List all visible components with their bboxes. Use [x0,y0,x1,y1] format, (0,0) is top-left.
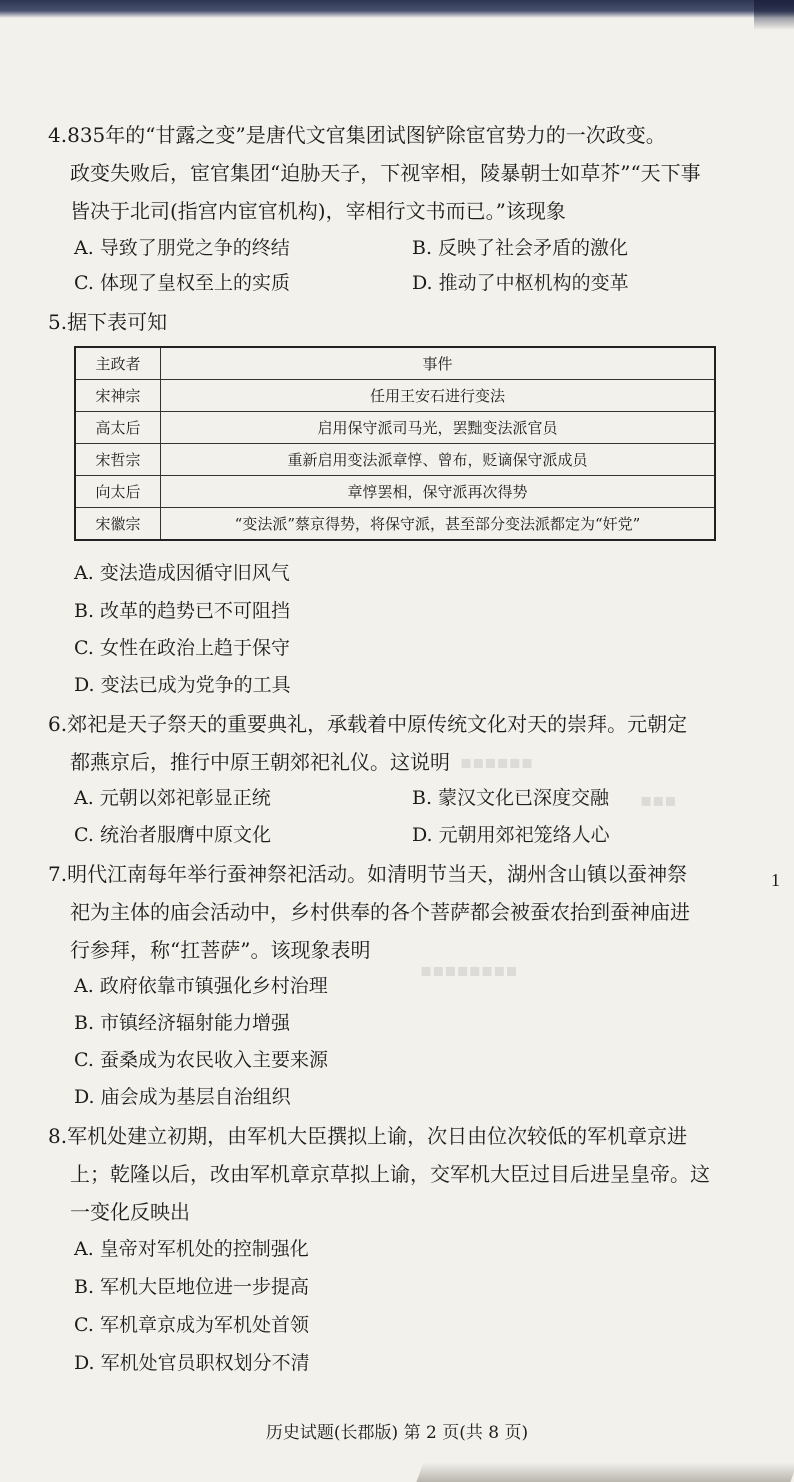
bleed-through-mark: ▪▪▪▪▪▪ [460,752,534,773]
event-cell: 章惇罢相，保守派再次得势 [161,476,716,508]
table-row [75,508,715,541]
table-row [75,412,715,444]
ruler-cell: 宋徽宗 [75,508,161,541]
question-8 [48,1117,728,1231]
scan-edge-bottom [416,1462,794,1482]
question-number: 8. [48,1124,68,1148]
question-7-line-2: 祀为主体的庙会活动中，乡村供奉的各个菩萨都会被蚕农抬到蚕神庙进 [70,900,690,924]
question-7 [48,855,728,969]
q5-option-d[interactable]: D. 变法已成为党争的工具 [74,674,291,696]
question-7-line-1: 7.明代江南每年举行蚕神祭祀活动。如清明节当天，湖州含山镇以蚕神祭 [48,855,728,893]
q6-option-c[interactable]: C. 统治者服膺中原文化 [74,824,271,846]
q7-option-d[interactable]: D. 庙会成为基层自治组织 [74,1086,291,1108]
question-6-line-1: 6.郊祀是天子祭天的重要典礼，承载着中原传统文化对天的崇拜。元朝定 [48,705,728,743]
event-cell: 重新启用变法派章惇、曾布，贬谪保守派成员 [161,444,716,476]
question-5-stem: 据下表可知 [67,310,168,334]
question-8-line-3: 一变化反映出 [70,1200,190,1224]
question-6 [48,705,728,781]
question-4 [48,116,728,230]
table-row [75,444,715,476]
event-cell: 启用保守派司马光，罢黜变法派官员 [161,412,716,444]
scan-edge-top [0,0,794,18]
question-4-line-1: 4.835年的“甘露之变”是唐代文官集团试图铲除宦官势力的一次政变。 [48,116,728,154]
q8-option-c[interactable]: C. 军机章京成为军机处首领 [74,1314,309,1336]
q4-option-b[interactable]: B. 反映了社会矛盾的激化 [412,237,629,259]
ruler-cell: 向太后 [75,476,161,508]
table-row [75,380,715,412]
header-event: 事件 [161,347,716,380]
table-row [75,476,715,508]
q8-option-a[interactable]: A. 皇帝对军机处的控制强化 [74,1238,309,1260]
q4-option-a[interactable]: A. 导致了朋党之争的终结 [74,237,290,259]
question-number: 4. [48,123,68,147]
q5-option-b[interactable]: B. 改革的趋势已不可阻挡 [74,600,291,622]
q8-option-b[interactable]: B. 军机大臣地位进一步提高 [74,1276,310,1298]
q7-option-b[interactable]: B. 市镇经济辐射能力增强 [74,1012,291,1034]
q5-option-a[interactable]: A. 变法造成因循守旧风气 [74,562,290,584]
question-5 [48,303,728,341]
bleed-through-mark: ▪▪▪ [640,790,677,811]
header-ruler: 主政者 [75,347,161,380]
question-number: 7. [48,862,68,886]
question-6-line-2: 都燕京后，推行中原王朝郊祀礼仪。这说明 [70,750,450,774]
q7-option-a[interactable]: A. 政府依靠市镇强化乡村治理 [74,975,328,997]
q6-option-b[interactable]: B. 蒙汉文化已深度交融 [412,787,610,809]
table-header-row [75,347,715,380]
question-4-line-3: 皆决于北司(指宫内宦官机构)，宰相行文书而已。”该现象 [70,199,566,223]
q8-option-d[interactable]: D. 军机处官员职权划分不清 [74,1352,310,1374]
ruler-cell: 宋哲宗 [75,444,161,476]
bleed-through-mark: ▪▪▪▪▪▪▪▪ [420,960,518,981]
event-cell: 任用王安石进行变法 [161,380,716,412]
question-7-line-3: 行参拜，称“扛菩萨”。该现象表明 [70,938,371,962]
page-footer: 历史试题(长郡版) 第 2 页(共 8 页) [265,1423,529,1443]
question-number: 5. [48,310,68,334]
q5-option-c[interactable]: C. 女性在政治上趋于保守 [74,637,290,659]
q6-option-a[interactable]: A. 元朝以郊祀彰显正统 [74,787,271,809]
event-cell: “变法派”蔡京得势，将保守派，甚至部分变法派都定为“奸党” [161,508,716,541]
ruler-cell: 宋神宗 [75,380,161,412]
question-4-line-2: 政变失败后，宦官集团“迫胁天子，下视宰相，陵暴朝士如草芥”“天下事 [70,161,701,185]
question-8-line-2: 上；乾隆以后，改由军机章京草拟上谕，交军机大臣过目后进呈皇帝。这 [70,1162,710,1186]
q6-option-d[interactable]: D. 元朝用郊祀笼络人心 [412,824,610,846]
events-table [74,346,716,541]
q4-option-c[interactable]: C. 体现了皇权至上的实质 [74,272,290,294]
ruler-cell: 高太后 [75,412,161,444]
side-page-number: 1 [771,870,780,890]
scan-edge-top-right [754,0,794,30]
q4-option-d[interactable]: D. 推动了中枢机构的变革 [412,272,629,294]
question-number: 6. [48,712,68,736]
q7-option-c[interactable]: C. 蚕桑成为农民收入主要来源 [74,1049,328,1071]
question-8-line-1: 8.军机处建立初期，由军机大臣撰拟上谕，次日由位次较低的军机章京进 [48,1117,728,1155]
